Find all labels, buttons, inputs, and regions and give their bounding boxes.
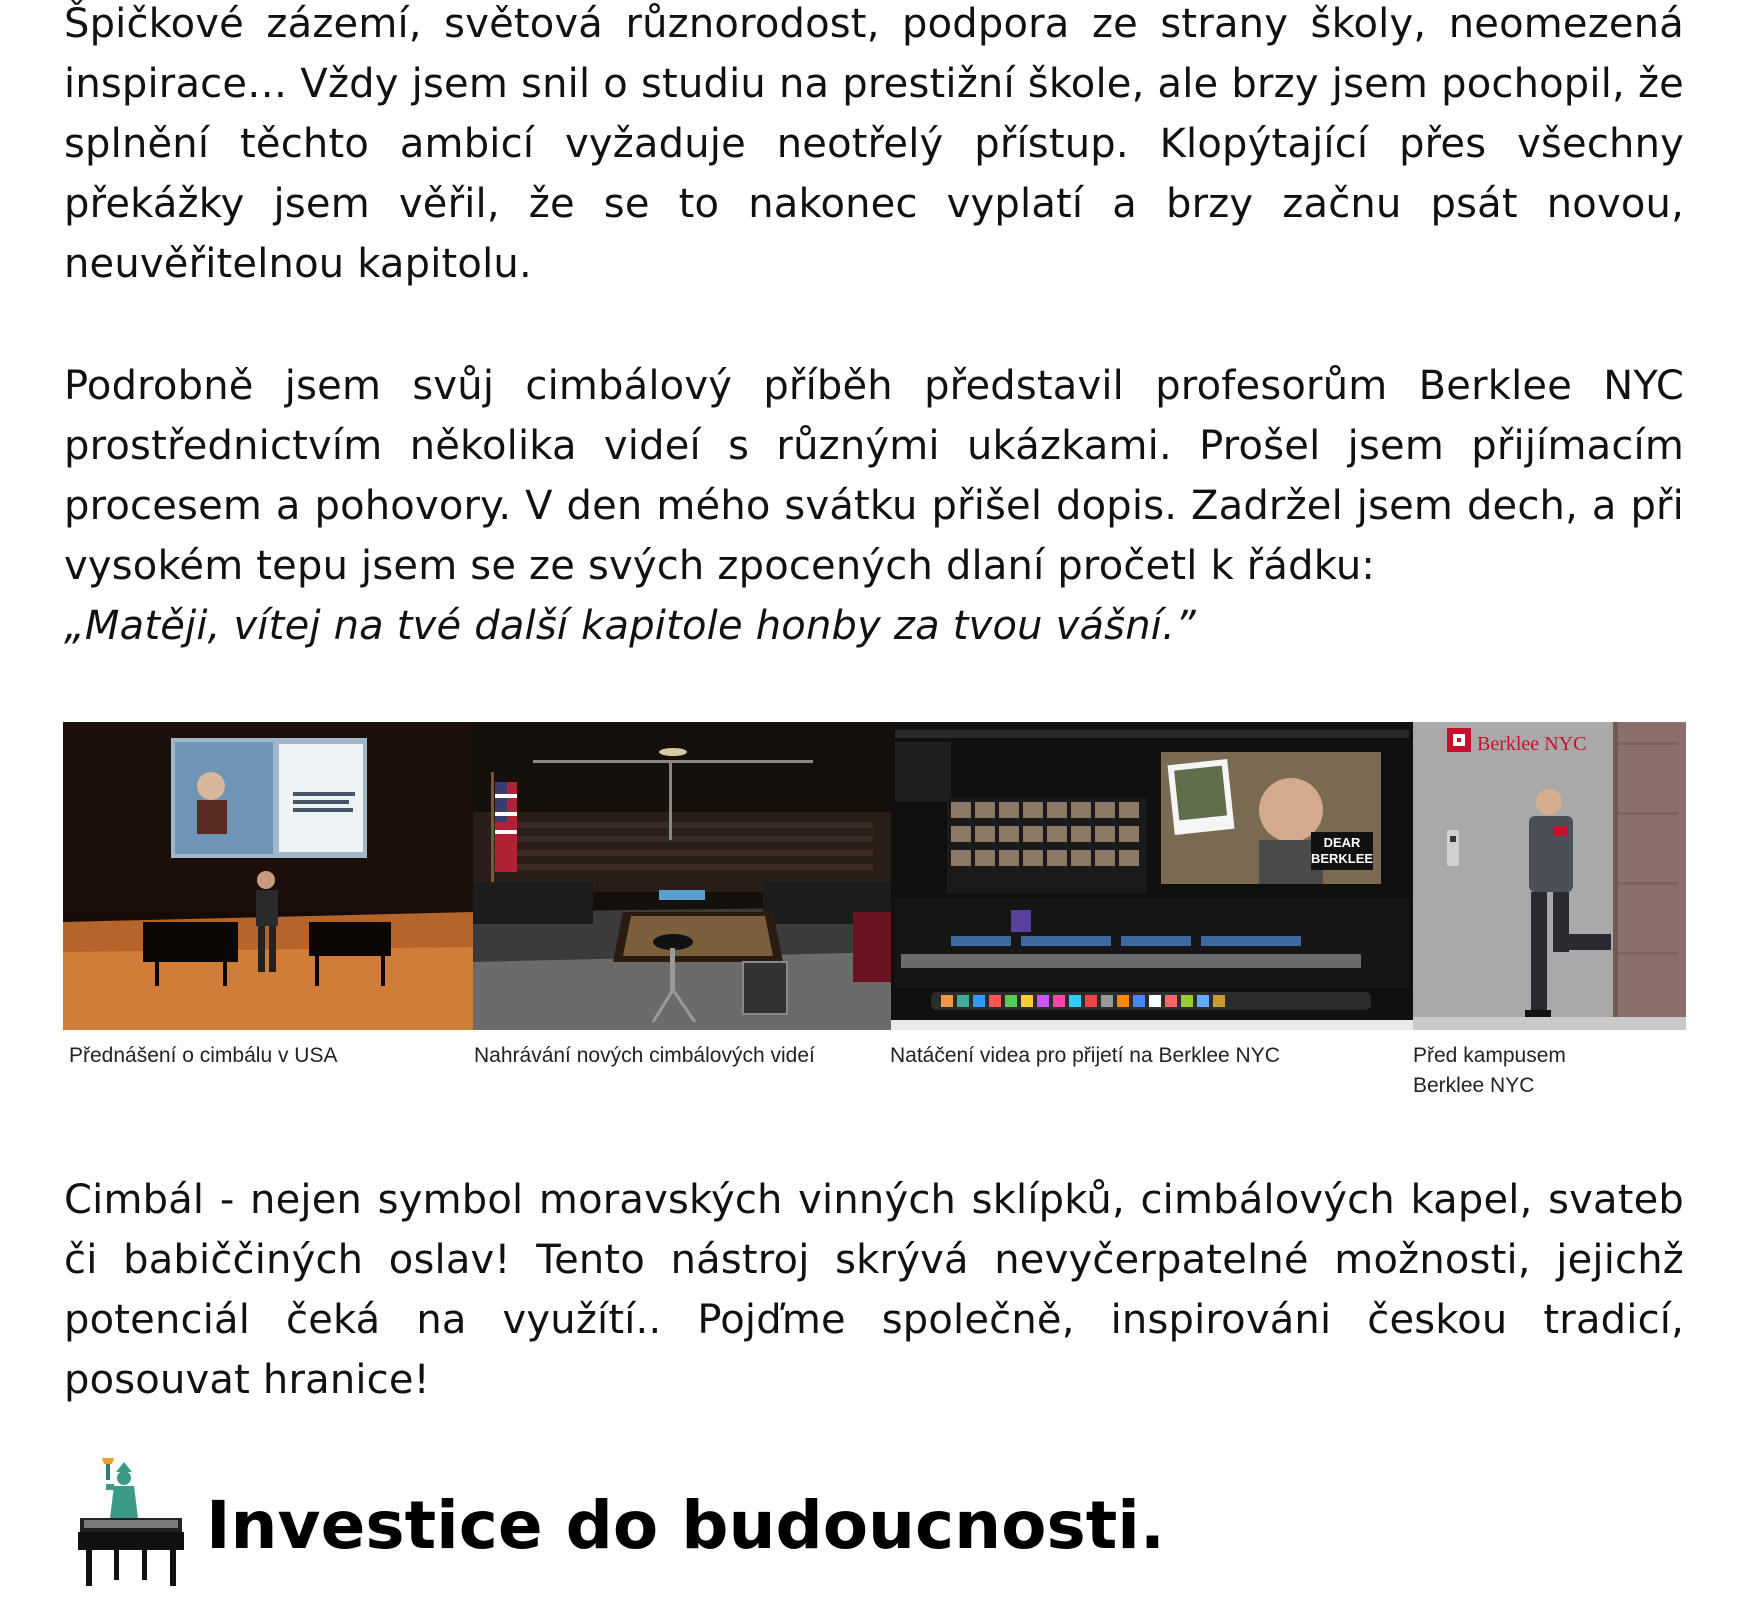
berklee-sign-text: Berklee NYC bbox=[1477, 733, 1587, 755]
photo-recording bbox=[473, 722, 891, 1030]
closing-paragraph: Cimbál - nejen symbol moravských vinných sklípků, cimbálových kapel, svateb či babiččiných oslav! Tento nástroj skrývá nevyčerpatelné možnosti, jejichž potenciál čeká na využítí.. Pojďme společně, inspirováni českou tradicí, posouvat hranice! bbox=[64, 1177, 1684, 1403]
caption-campus bbox=[1413, 1041, 1566, 1101]
photo-lecture bbox=[63, 722, 473, 1030]
caption-editing: Natáčení videa pro přijetí na Berklee NYC bbox=[890, 1044, 1280, 1067]
intro-paragraph: Špičkové zázemí, světová různorodost, podpora ze strany školy, neomezená inspirace… Vždy jsem snil o studiu na prestižní škole, ale brzy jsem pochopil, že splnění těchto ambicí vyžaduje neotřelý přístup. Klopýtající přes všechny překážky jsem věřil, že se to nakonec vyplatí a brzy začnu psát novou, neuvěřitelnou kapitolu. bbox=[64, 1, 1684, 287]
photo-campus bbox=[1413, 722, 1686, 1030]
caption-campus-line1: Před kampusem bbox=[1413, 1044, 1566, 1067]
story-paragraph bbox=[64, 356, 1684, 656]
caption-campus-line2: Berklee NYC bbox=[1413, 1074, 1535, 1097]
caption-recording: Nahrávání nových cimbálových videí bbox=[474, 1044, 815, 1067]
caption-lecture: Přednášení o cimbálu v USA bbox=[69, 1044, 338, 1067]
photo-editing bbox=[891, 722, 1413, 1030]
story-text: Podrobně jsem svůj cimbálový příběh představil profesorům Berklee NYC prostřednictvím několika videí s různými ukázkami. Prošel jsem přijímacím procesem a pohovory. V den mého svátku přišel dopis. Zadržel jsem dech, a při vysokém tepu jsem se ze svých zpocených dlaní pročetl k řádku: bbox=[64, 363, 1684, 589]
section-heading: Investice do budoucnosti. bbox=[206, 1487, 1165, 1564]
acceptance-quote: „Matěji, vítej na tvé další kapitole honby za tvou vášní.” bbox=[64, 603, 1196, 649]
dear-text: DEAR bbox=[1323, 835, 1361, 850]
cimbalom-statue-of-liberty-icon bbox=[76, 1456, 186, 1588]
photo-strip bbox=[63, 722, 1686, 1030]
berklee-overlay-text: BERKLEE bbox=[1310, 851, 1374, 866]
